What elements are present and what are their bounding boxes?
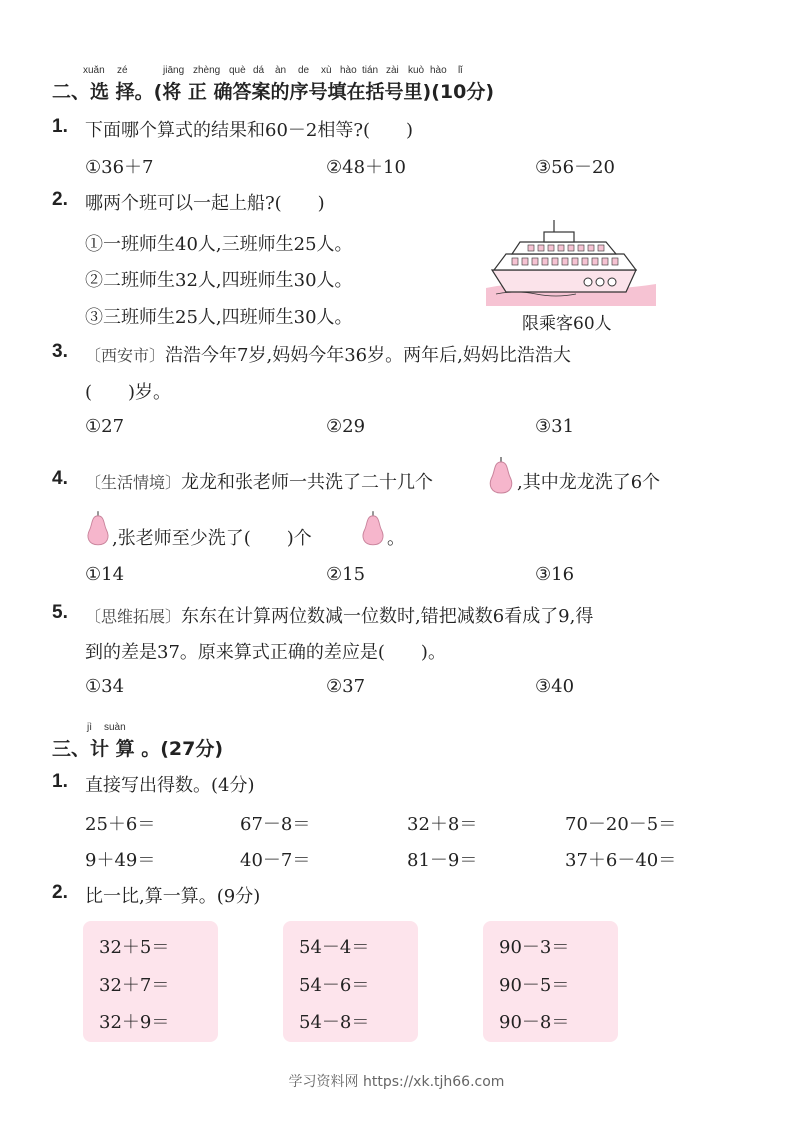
calc-item: 25＋6＝ [85, 814, 156, 835]
pinyin: jiāng [163, 65, 185, 76]
footer-watermark[interactable]: 学习资料网 https://xk.tjh66.com [288, 1074, 505, 1090]
calc-item: 32＋5＝ [99, 937, 170, 958]
question-number: 5. [52, 602, 68, 623]
pinyin: zhèng [193, 65, 221, 76]
calc-item: 9＋49＝ [85, 850, 156, 871]
pinyin: tián [362, 65, 379, 76]
option-1: ①14 [85, 564, 125, 585]
option-3: ③31 [535, 416, 575, 437]
option-2: ②二班师生32人,四班师生30人。 [85, 270, 353, 291]
question-text: 龙龙和张老师一共洗了二十几个 [181, 472, 434, 493]
question-text: 东东在计算两位数减一位数时,错把减数6看成了9,得 [181, 606, 594, 627]
calc-item: 54－6＝ [299, 975, 370, 996]
question-tag: 〔生活情境〕 [85, 473, 182, 492]
question-2-text: 哪两个班可以一起上船?( ) [85, 193, 325, 214]
pinyin: kuò [408, 65, 425, 76]
question-5-line-2: 到的差是37。原来算式正确的差应是( )。 [85, 642, 446, 663]
calc-2-text: 比一比,算一算。(9分) [85, 886, 261, 907]
pinyin: hào [430, 65, 447, 76]
calc-item: 54－4＝ [299, 937, 370, 958]
calc-item: 37＋6－40＝ [565, 850, 677, 871]
question-number: 1. [52, 771, 68, 792]
question-3-line-1 [85, 341, 571, 367]
option-3: ③三班师生25人,四班师生30人。 [85, 307, 353, 328]
pinyin: què [229, 65, 246, 76]
calc-item: 67－8＝ [240, 814, 311, 835]
calc-item: 90－5＝ [499, 975, 570, 996]
option-1: ①一班师生40人,三班师生25人。 [85, 234, 353, 255]
question-1-text: 下面哪个算式的结果和60－2相等?( ) [85, 120, 414, 141]
option-2: ②29 [326, 416, 366, 437]
pear-icon [486, 456, 516, 494]
question-number: 3. [52, 341, 68, 362]
pinyin: zé [117, 65, 128, 76]
boat-illustration [486, 218, 656, 306]
question-3-line-2: ( )岁。 [85, 382, 172, 403]
question-4-line-1 [85, 468, 433, 494]
question-number: 1. [52, 116, 68, 137]
compare-box [483, 921, 618, 1042]
calc-item: 81－9＝ [407, 850, 478, 871]
question-number: 2. [52, 189, 68, 210]
question-tag: 〔思维拓展〕 [85, 607, 182, 626]
question-text: 浩浩今年7岁,妈妈今年36岁。两年后,妈妈比浩浩大 [165, 345, 571, 366]
option-2: ②48＋10 [326, 157, 406, 178]
calc-item: 90－8＝ [499, 1012, 570, 1033]
option-3: ③40 [535, 676, 575, 697]
option-2: ②37 [326, 676, 366, 697]
pinyin: de [298, 65, 310, 76]
question-tag: 〔西安市〕 [85, 346, 166, 365]
pinyin: zài [386, 65, 399, 76]
question-4-line-2: ,张老师至少洗了( )个 [112, 528, 312, 549]
pinyin: xù [321, 65, 332, 76]
pinyin: lǐ [458, 65, 463, 76]
question-4-line-2-end: 。 [387, 528, 405, 549]
pinyin: hào [340, 65, 357, 76]
compare-box [283, 921, 418, 1042]
calc-item: 54－8＝ [299, 1012, 370, 1033]
pinyin: àn [275, 65, 287, 76]
question-4-line-1-end: ,其中龙龙洗了6个 [517, 472, 661, 493]
section-three-title: 三、计 算 。(27分) [52, 738, 224, 760]
calc-item: 90－3＝ [499, 937, 570, 958]
question-number: 4. [52, 468, 68, 489]
option-1: ①27 [85, 416, 125, 437]
option-1: ①34 [85, 676, 125, 697]
pinyin: xuǎn [83, 65, 105, 76]
calc-1-text: 直接写出得数。(4分) [85, 775, 255, 796]
calc-item: 32＋8＝ [407, 814, 478, 835]
calc-item: 32＋7＝ [99, 975, 170, 996]
pear-icon [359, 509, 387, 547]
option-1: ①36＋7 [85, 157, 154, 178]
calc-item: 40－7＝ [240, 850, 311, 871]
calc-item: 32＋9＝ [99, 1012, 170, 1033]
compare-box [83, 921, 218, 1042]
calc-item: 70－20－5＝ [565, 814, 677, 835]
pinyin: jì [87, 722, 92, 733]
option-2: ②15 [326, 564, 366, 585]
pinyin: dá [253, 65, 265, 76]
pear-icon [84, 509, 112, 547]
pinyin: suàn [104, 722, 126, 733]
question-number: 2. [52, 882, 68, 903]
question-5-line-1 [85, 602, 593, 628]
section-two-title: 二、选 择。(将 正 确答案的序号填在括号里)(10分) [52, 81, 495, 103]
option-3: ③16 [535, 564, 575, 585]
boat-caption: 限乘客60人 [522, 314, 612, 334]
option-3: ③56－20 [535, 157, 615, 178]
